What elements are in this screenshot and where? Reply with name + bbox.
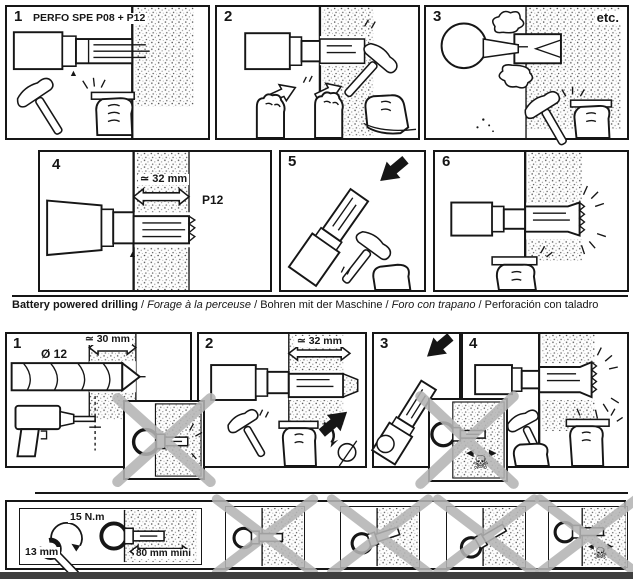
crossed-eyebolt-danger-illustration (549, 507, 627, 567)
product-name-label: PERFO SPE P08 + P12 (33, 12, 146, 24)
manual-step-1-panel (5, 5, 210, 140)
wrong-usage-warning-box (123, 400, 205, 480)
step-number: 5 (288, 153, 297, 170)
step-number: 4 (469, 335, 478, 352)
etc-label: etc. (596, 10, 619, 25)
manual-step-5-panel (279, 150, 426, 292)
step-number: 3 (380, 335, 389, 352)
torque-value-label: 15 N.m (70, 511, 105, 523)
min-depth-label: 80 mm mini (136, 548, 192, 559)
danger-warning-box (428, 398, 508, 482)
manual-step-2-panel (215, 5, 420, 140)
correct-installation-box (19, 508, 202, 565)
crossed-eyebolt-illustration (447, 507, 525, 567)
manual-step-4-panel (38, 150, 272, 292)
caption-segment: Battery powered drilling (12, 299, 138, 311)
crossed-eyebolt-illustration (226, 507, 304, 567)
caption-separator: / (137, 299, 148, 311)
depth-dimension-label: ≃ 32 mm (140, 173, 188, 185)
depth-mark-triangle-icon: ▲ (69, 68, 78, 78)
manual-step-6-illustration (435, 152, 627, 290)
step-number: 1 (14, 8, 23, 25)
depth-mark-triangle-icon: ▲ (128, 249, 137, 259)
depth-dimension-label: ≃ 32 mm (297, 335, 342, 347)
wrench-size-label: 13 mm (25, 546, 59, 558)
manual-step-3-illustration (426, 7, 627, 138)
crossed-anchor-illustration (125, 402, 203, 478)
step-number: 6 (442, 153, 451, 170)
caption-separator: / (475, 299, 485, 311)
caption-segment: Forage à la perceuse (147, 299, 252, 311)
step-number: 1 (13, 335, 22, 352)
battery-step-2-panel (197, 332, 367, 468)
step-number: 2 (224, 8, 233, 25)
wrong-installation-box-1 (225, 506, 305, 568)
step-number: 4 (52, 156, 61, 173)
crossed-anchor-danger-illustration (430, 400, 506, 480)
step-number: 3 (433, 8, 442, 25)
caption-segment: Bohren mit der Maschine (260, 299, 383, 311)
caption-segment: Foro con trapano (391, 299, 476, 311)
depth-dimension-label: ≃ 30 mm (85, 333, 130, 345)
page-bottom-bar (0, 572, 633, 579)
manual-step-6-panel (433, 150, 629, 292)
wrong-installation-box-2 (340, 506, 420, 568)
caption-separator: / (382, 299, 392, 311)
wrong-installation-box-danger (548, 506, 628, 568)
manual-step-3-panel (424, 5, 629, 140)
battery-step-2-illustration (199, 334, 365, 466)
part-code-label: P12 (202, 193, 224, 207)
caption-segment: Perforación con taladro (484, 299, 599, 311)
drill-diameter-label: Ø 12 (41, 347, 68, 361)
section-divider (12, 295, 628, 297)
battery-drilling-caption (12, 299, 626, 311)
skull-danger-icon: ☠ (593, 546, 608, 563)
manual-step-5-illustration (281, 152, 424, 290)
manual-step-2-illustration (217, 7, 418, 138)
caption-separator: / (251, 299, 261, 311)
crossed-eyebolt-illustration (341, 507, 419, 567)
wrong-installation-box-3 (446, 506, 526, 568)
section-divider (35, 492, 628, 494)
manual-step-1-illustration (7, 7, 208, 138)
step-number: 2 (205, 335, 214, 352)
skull-danger-icon: ☠ (472, 453, 490, 474)
footer-strip (5, 500, 626, 570)
